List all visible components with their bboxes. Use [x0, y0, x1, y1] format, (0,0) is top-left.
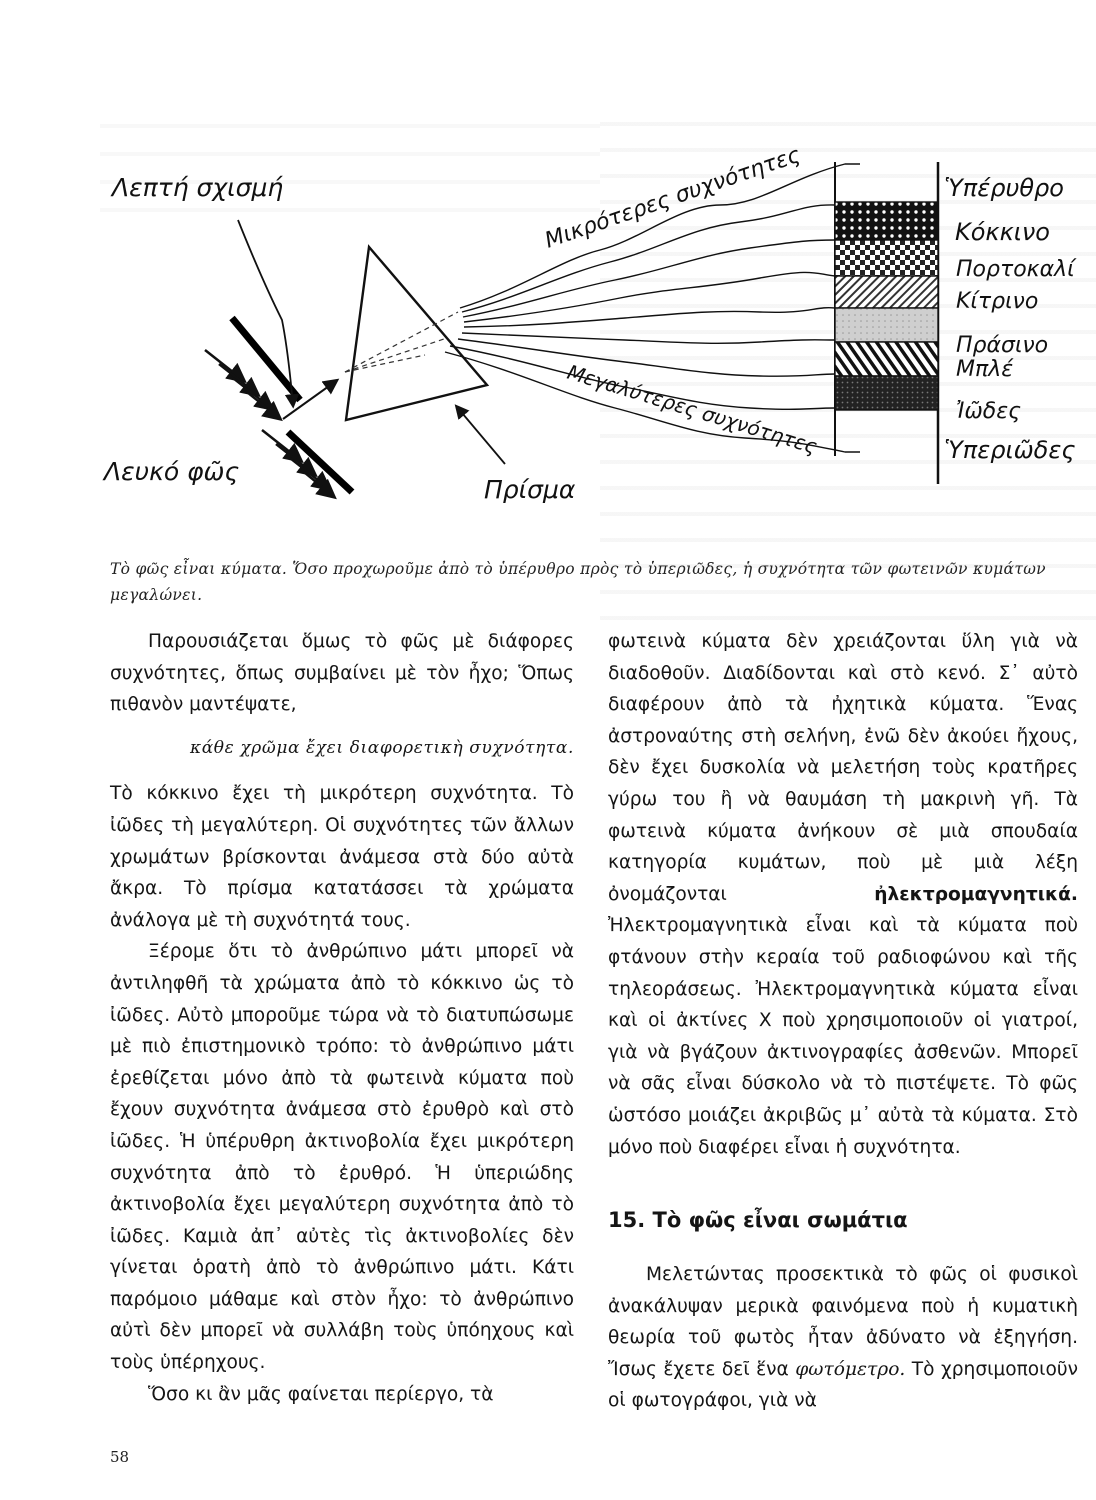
paragraph-continued: Ὅσο κι ἂν μᾶς φαίνεται περίεργο, τὰ: [148, 1383, 494, 1405]
paragraph-intro: Παρουσιάζεται ὅμως τὸ φῶς μὲ διάφορες συχνότητες, ὅπως συμβαίνει μὲ τὸν ἦχο; Ὅπως πιθανὸν μαντέψατε,: [110, 631, 574, 716]
text-column-left: [110, 626, 574, 1410]
prism-pointer: [457, 407, 505, 464]
paragraph-electromagnetic: [608, 626, 1078, 1163]
label-green: Πράσινο: [956, 333, 1049, 358]
paragraph-human-eye: Ξέρομε ὅτι τὸ ἀνθρώπινο μάτι μπορεῖ νὰ ἀντιληφθῆ τὰ χρώματα ἀπὸ τὸ κόκκινο ὡς τὸ ἰῶδες. Αὐτὸ μποροῦμε τώρα νὰ τὸ διατυπώσωμε μὲ πιὸ ἐπιστημονικὸ τρόπο: τὸ ἀνθρώπινο μάτι ἐρεθίζεται μόνο ἀπὸ τὰ φωτεινὰ κύματα ποὺ ἔχουν συχνότητα ἀνάμεσα στὸ ἐρυθρὸ καὶ στὸ ἰῶδες. Ἡ ὑπέρυθρη ἀκτινοβολία ἔχει μικρότερη συχνότητα ἀπὸ τὸ ἐρυθρό. Ἡ ὑπεριώδης ἀκτινοβολία ἔχει μεγαλύτερη συχνότητα ἀπὸ τὸ ἰῶδες. Καμιὰ ἀπ᾽ αὐτὲς τὶς ἀκτινοβολίες δὲν γίνεται ὁρατὴ ἀπὸ τὸ ἀνθρώπινο μάτι. Κάτι παρόμοιο μάθαμε καὶ στὸν ἦχο: τὸ ἀνθρώπινο αὐτὶ δὲν μπορεῖ νὰ συλλάβη τοὺς ὑπόηχους καὶ τοὺς ὑπέρηχους.: [110, 941, 574, 1374]
band-orange: [835, 240, 938, 276]
page-number: 58: [110, 1448, 130, 1466]
white-light-label: Λευκό φῶς: [104, 457, 240, 486]
label-red: Κόκκινο: [955, 218, 1050, 246]
slit-barrier: [232, 318, 352, 492]
paragraph-particles: [608, 1259, 1078, 1417]
term-electromagnetic: ἠλεκτρομαγνητικά.: [874, 883, 1078, 905]
band-violet: [835, 376, 938, 410]
label-ultraviolet: Ὑπεριῶδες: [944, 436, 1076, 464]
paragraph-particles-a: Μελετώντας προσεκτικὰ τὸ φῶς οἱ φυσικοὶ ἀνακάλυψαν μερικὰ φαινόμενα ποὺ ἡ κυματικὴ θεωρία τοῦ φωτὸς ἦταν ἀδύνατο νὰ ἐξηγήση. Ἴσως ἔχετε δεῖ ἕνα: [608, 1264, 1078, 1380]
label-violet: Ἰῶδες: [956, 399, 1022, 424]
paragraph-particles-b: Τὸ χρησιμοποιοῦν οἱ φωτογράφοι, γιὰ νὰ: [608, 1358, 1078, 1412]
spectrum-color-labels: [944, 174, 1077, 464]
label-yellow: Κίτρινο: [956, 289, 1039, 314]
prism-label: Πρίσμα: [484, 475, 576, 504]
key-statement: κάθε χρῶμα ἔχει διαφορετικὴ συχνότητα.: [189, 737, 574, 758]
figure-caption: Τὸ φῶς εἶναι κύματα. Ὅσο προχωροῦμε ἀπὸ τὸ ὑπέρυθρο πρὸς τὸ ὑπεριῶδες, ἡ συχνότητα τῶν φωτεινῶν κυμάτων μεγαλώνει.: [110, 560, 1046, 604]
paragraph-electromagnetic-a: φωτεινὰ κύματα δὲν χρειάζονται ὕλη γιὰ νὰ διαδοθοῦν. Διαδίδονται καὶ στὸ κενό. Σ᾽ αὐτὸ διαφέρουν ἀπὸ τὰ ἠχητικὰ κύματα. Ἕνας ἀστροναύτης στὴ σελήνη, ἐνῶ δὲν ἀκούει ἤχους, δὲν ἔχει δυσκολία νὰ μελετήση τοὺς κρατῆρες γύρω του ἢ νὰ θαυμάση τὴ μακρινὴ γῆ. Τὰ φωτεινὰ κύματα ἀνήκουν σὲ μιὰ σπουδαία κατηγορία κυμάτων, ποὺ μὲ μιὰ λέξη ὀνομάζονται: [608, 631, 1078, 905]
band-yellow: [835, 276, 938, 308]
band-red: [835, 202, 938, 240]
label-blue: Μπλέ: [956, 357, 1014, 382]
thin-slit-label: Λεπτή σχισμή: [112, 173, 284, 202]
band-blue: [835, 342, 938, 376]
term-photometer: φωτόμετρο.: [795, 1358, 906, 1380]
prism-spectrum-figure: [0, 0, 1096, 560]
spectrum-bands: [835, 202, 938, 410]
section-heading: 15. Τὸ φῶς εἶναι σωμάτια: [608, 1208, 908, 1233]
larger-frequencies-label: Μεγαλύτερες συχνότητες: [564, 359, 820, 459]
smaller-frequencies-label: Μικρότερες συχνότητες: [541, 142, 804, 254]
label-infrared: Ὑπέρυθρο: [944, 174, 1064, 202]
band-green: [835, 308, 938, 342]
label-orange: Πορτοκαλί: [956, 257, 1075, 282]
text-column-right: [608, 626, 1078, 1417]
paragraph-electromagnetic-b: Ἠλεκτρομαγνητικὰ εἶναι καὶ τὰ κύματα ποὺ φτάνουν στὴν κεραία τοῦ ραδιοφώνου καὶ τῆς τηλεοράσεως. Ἠλεκτρομαγνητικὰ κύματα εἶναι καὶ οἱ ἀκτίνες Χ ποὺ χρησιμοποιοῦν οἱ γιατροί, γιὰ νὰ βγάζουν ἀκτινογραφίες ἀσθενῶν. Μπορεῖ νὰ σᾶς εἶναι δύσκολο νὰ τὸ πιστέψετε. Τὸ φῶς ὡστόσο μοιάζει ἀκριβῶς μ᾽ αὐτὰ τὰ κύματα. Στὸ μόνο ποὺ διαφέρει εἶναι ἡ συχνότητα.: [608, 915, 1078, 1158]
paragraph-frequencies: Τὸ κόκκινο ἔχει τὴ μικρότερη συχνότητα. Τὸ ἰῶδες τὴ μεγαλύτερη. Οἱ συχνότητες τῶν ἄλλων χρωμάτων βρίσκονται ἀνάμεσα στὰ δύο αὐτὰ ἄκρα. Τὸ πρίσμα κατατάσσει τὰ χρώματα ἀνάλογα μὲ τὴ συχνότητά τους.: [110, 783, 574, 931]
